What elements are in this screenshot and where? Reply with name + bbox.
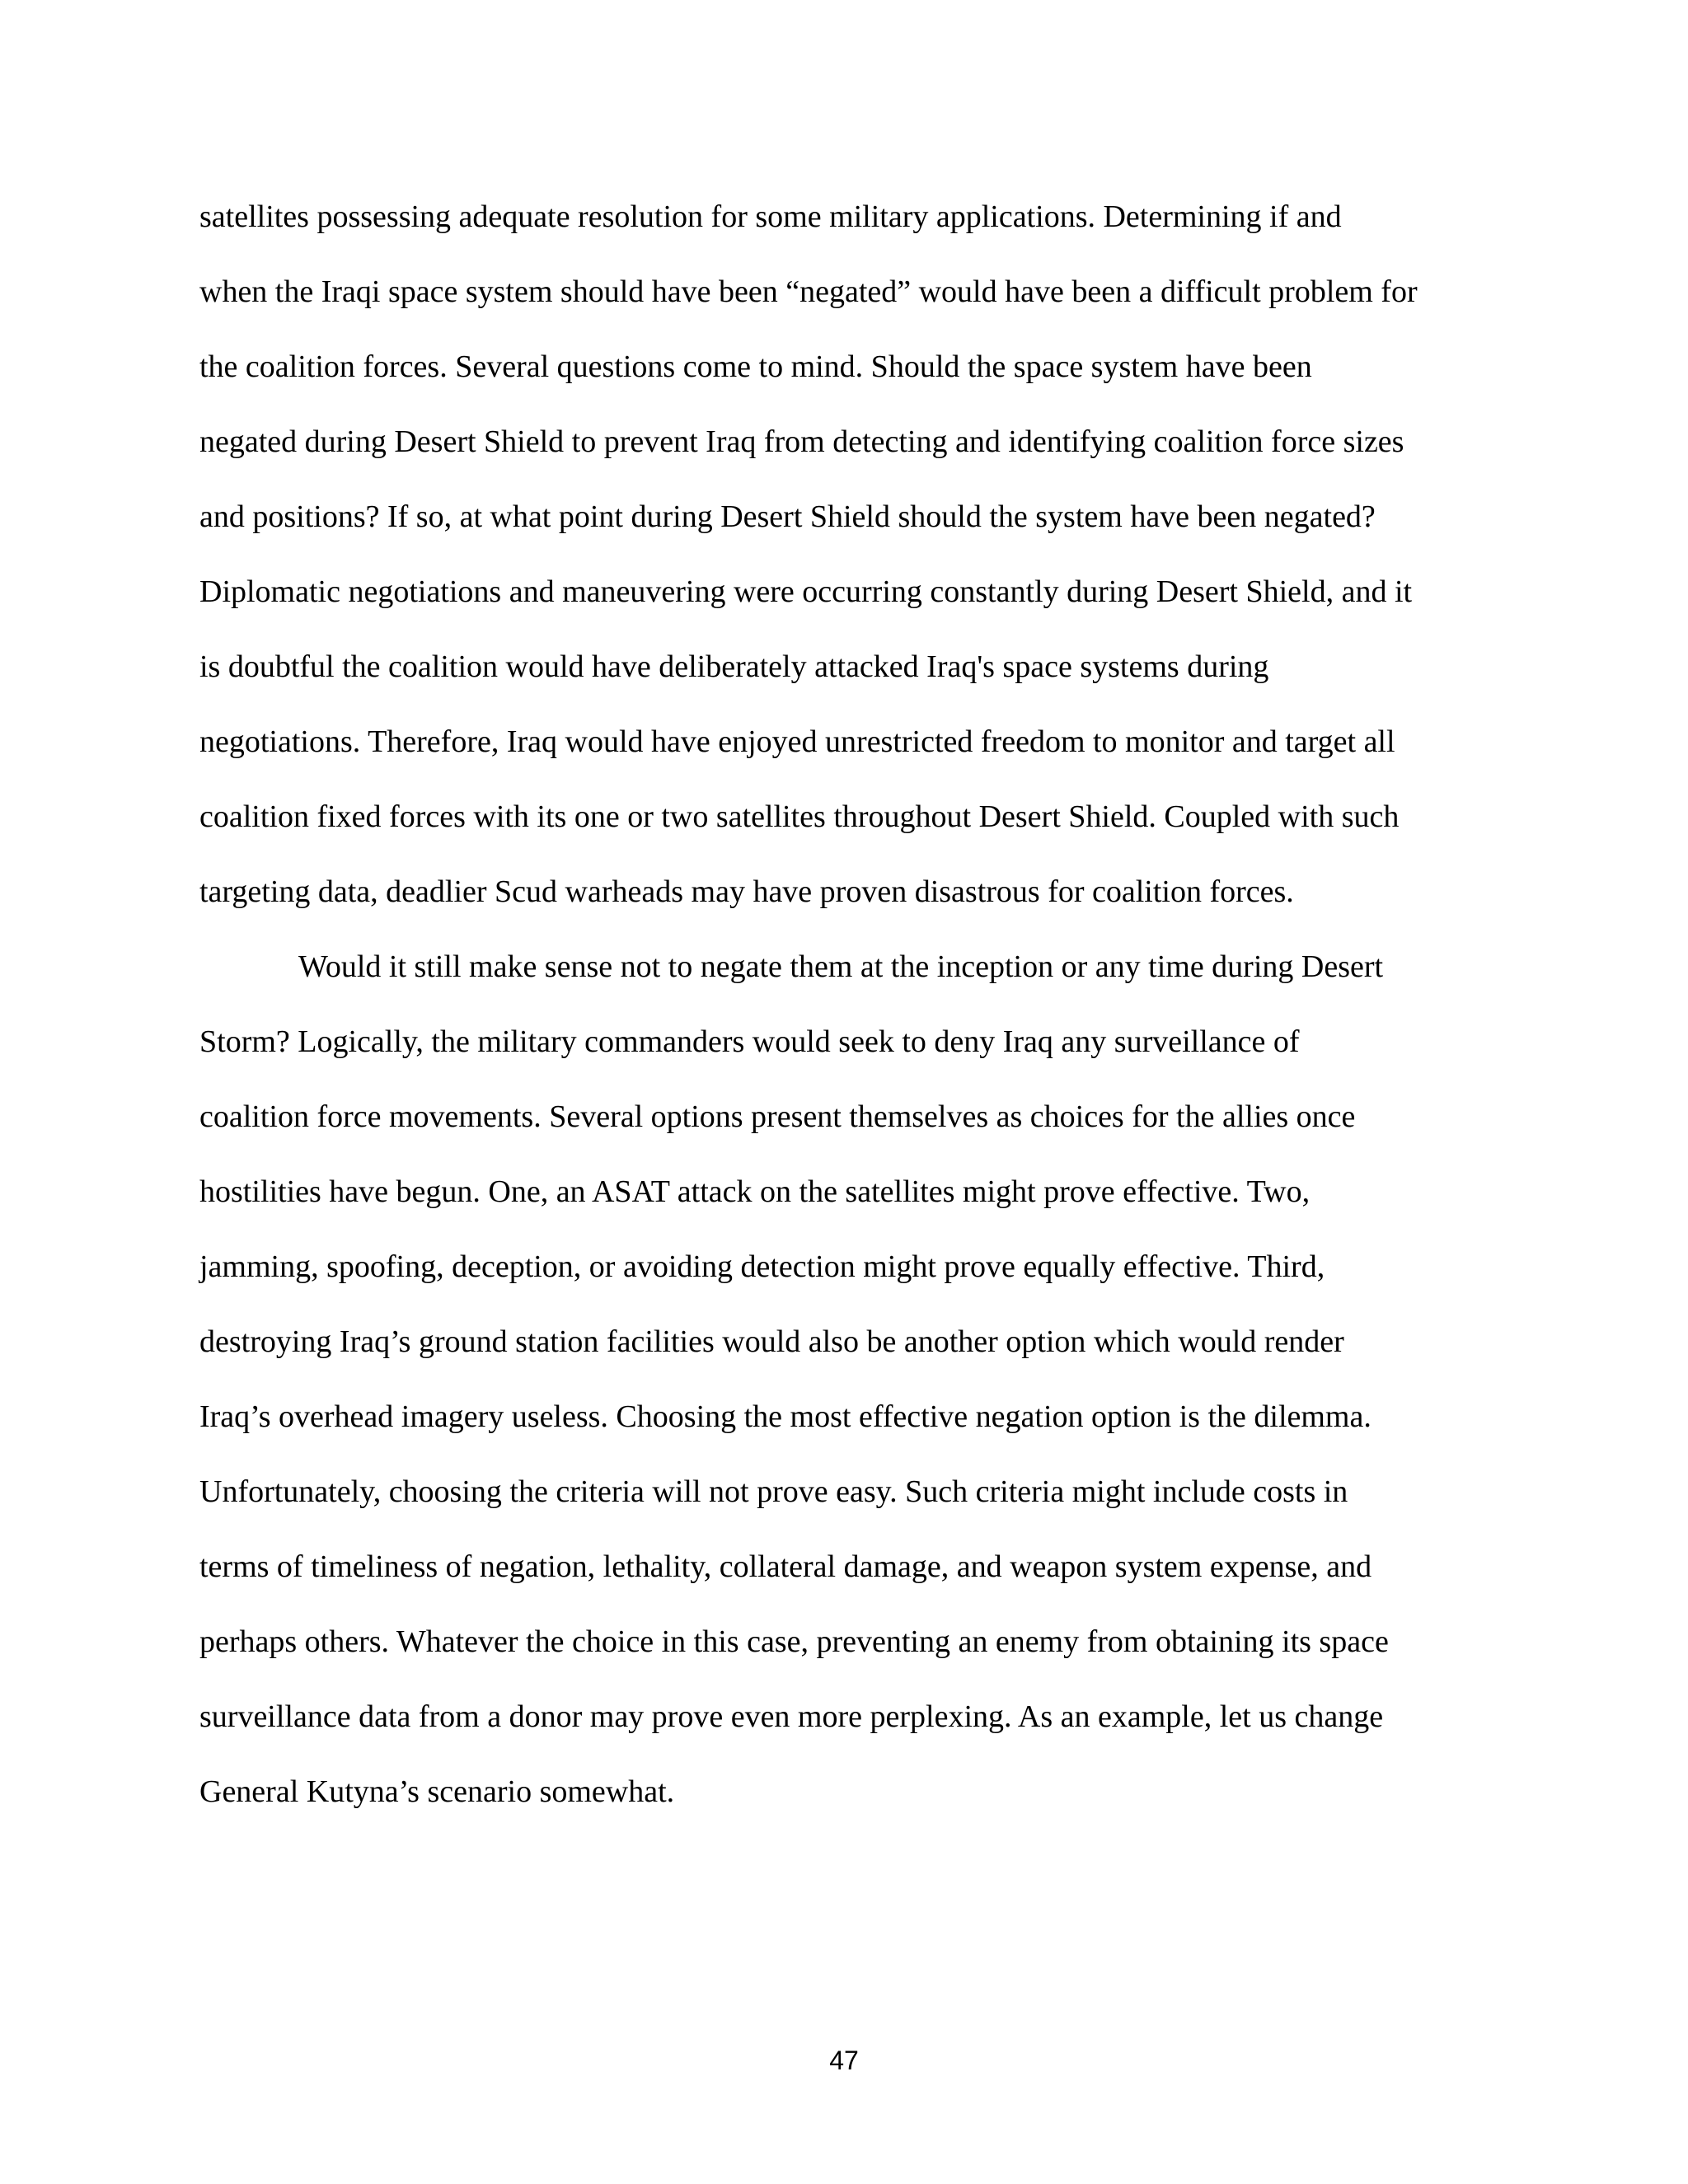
text-line: destroying Iraq’s ground station facilities would also be another option which would render [199, 1324, 1344, 1359]
text-line: coalition force movements. Several options present themselves as choices for the allies once [199, 1099, 1356, 1134]
text-line: Diplomatic negotiations and maneuvering were occurring constantly during Desert Shield, and it [199, 574, 1413, 609]
text-line: Storm? Logically, the military commanders would seek to deny Iraq any surveillance of [199, 1024, 1300, 1059]
page-number: 47 [829, 2046, 859, 2075]
text-line: is doubtful the coalition would have deliberately attacked Iraq's space systems during [199, 649, 1269, 684]
text-line: Iraq’s overhead imagery useless. Choosing the most effective negation option is the dilemma. [199, 1399, 1372, 1434]
text-line: negated during Desert Shield to prevent Iraq from detecting and identifying coalition force sizes [199, 424, 1404, 459]
text-line: when the Iraqi space system should have been “negated” would have been a difficult problem for [199, 274, 1418, 309]
text-line: targeting data, deadlier Scud warheads may have proven disastrous for coalition forces. [199, 874, 1294, 909]
text-line: General Kutyna’s scenario somewhat. [199, 1774, 675, 1809]
text-line: the coalition forces. Several questions come to mind. Should the space system have been [199, 349, 1312, 384]
text-line: Unfortunately, choosing the criteria will not prove easy. Such criteria might include costs in [199, 1474, 1348, 1509]
text-line: coalition fixed forces with its one or two satellites throughout Desert Shield. Coupled with such [199, 799, 1400, 834]
paragraph-first-line: Would it still make sense not to negate them at the inception or any time during Desert [298, 949, 1384, 984]
text-line: and positions? If so, at what point during Desert Shield should the system have been negated? [199, 499, 1376, 534]
text-line: jamming, spoofing, deception, or avoiding detection might prove equally effective. Third, [199, 1249, 1325, 1284]
text-line: terms of timeliness of negation, lethality, collateral damage, and weapon system expense, and [199, 1549, 1372, 1584]
text-line: perhaps others. Whatever the choice in this case, preventing an enemy from obtaining its space [199, 1624, 1389, 1659]
text-line: negotiations. Therefore, Iraq would have enjoyed unrestricted freedom to monitor and target all [199, 724, 1395, 759]
text-line: satellites possessing adequate resolution for some military applications. Determining if and [199, 199, 1342, 234]
text-line: surveillance data from a donor may prove even more perplexing. As an example, let us change [199, 1699, 1384, 1734]
text-line: hostilities have begun. One, an ASAT attack on the satellites might prove effective. Two, [199, 1174, 1311, 1209]
